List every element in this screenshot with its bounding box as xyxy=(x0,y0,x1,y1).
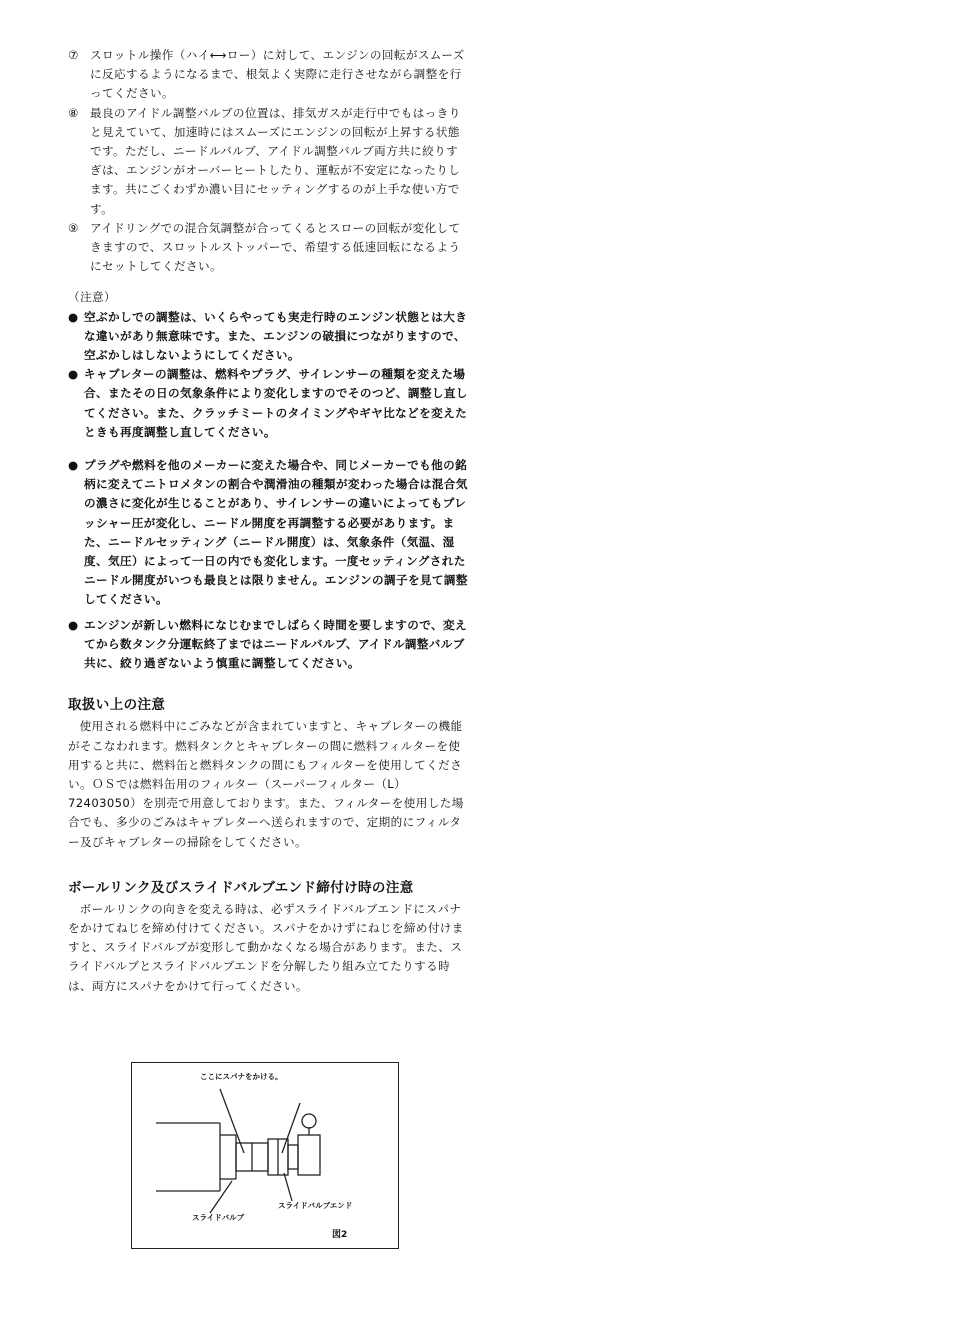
section-heading-handling: 取扱い上の注意 xyxy=(68,697,166,714)
note-bullet-1: ● 空ぶかしでの調整は、いくらやっても実走行時のエンジン状態とは大きな違いがあり無意味です。また、エンジンの破損につながりますので、空ぶかしはしないようにしてください。 xyxy=(68,308,468,366)
bullet-dot-icon: ● xyxy=(68,617,79,632)
notes-heading: （注意） xyxy=(68,290,116,305)
step-text: 最良のアイドル調整バルブの位置は、排気ガスが走行中でもはっきりと見えていて、加速時にはスムーズにエンジンの回転が上昇する状態です。ただし、ニードルバルブ、アイドル調整バルブ両方共に絞りすぎは、エンジンがオーバーヒートしたり、運転が不安定になったりします。共にごくわずか濃い目にセッティングするのが上手な使い方です。 xyxy=(90,105,461,216)
note-bullet-4: ● エンジンが新しい燃料になじむまでしばらく時間を要しますので、変えてから数タンク分運転終了まではニードルバルブ、アイドル調整バルブ共に、絞り過ぎないよう慎重に調整してください。 xyxy=(68,616,468,674)
figure-caption: 図2 xyxy=(332,1230,348,1240)
section-body-ball-link: ボールリンクの向きを変える時は、必ずスライドバルブエンドにスパナをかけてねじを締め付けてください。スパナをかけずにねじを締め付けますと、スライドバルブが変形して動かなくなる場合があります。また、スライドバルブとスライドバルブエンドを分解したり組み立てたりする時は、両方にスパナをかけて行ってください。 xyxy=(68,901,464,993)
figure-label-slide-valve-end: スライドバルブエンド xyxy=(278,1201,353,1210)
step-number: ⑦ xyxy=(68,48,79,62)
figure-2 xyxy=(131,1062,399,1249)
text-column xyxy=(68,46,468,996)
step-number: ⑨ xyxy=(68,220,79,235)
step-7 xyxy=(68,46,468,104)
step-text: スロットル操作（ハイ⟷ロー）に対して、エンジンの回転がスムーズに反応するようになるまで、根気よく実際に走行させながら調整を行ってください。 xyxy=(90,48,465,101)
step-number: ⑧ xyxy=(68,105,79,120)
bullet-dot-icon: ● xyxy=(68,367,79,382)
step-9 xyxy=(68,219,468,277)
figure-label-spanner: ここにスパナをかける。 xyxy=(200,1072,283,1081)
bullet-dot-icon: ● xyxy=(68,458,79,473)
note-bullet-3: ● プラグや燃料を他のメーカーに変えた場合や、同じメーカーでも他の銘柄に変えてニトロメタンの割合や潤滑油の種類が変わった場合は混合気の濃さに変化が生じることがあり、サイレンサーの違いによってもプレッシャー圧が変化し、ニードル開度を再調整する必要があります。また、ニードルセッティング（ニードル開度）は、気象条件（気温、湿度、気圧）によって一日の内でも変化します。一度セッティングされたニードル開度がいつも最良とは限りません。エンジンの調子を見て調整してください。 xyxy=(68,456,468,610)
section-body-handling: 使用される燃料中にごみなどが含まれていますと、キャブレターの機能がそこなわれます。燃料タンクとキャブレターの間に燃料フィルターを使用すると共に、燃料缶と燃料タンクの間にもフィルターを使用してください。ＯＳでは燃料缶用のフィルター（スーパーフィルター（L）72403050）を別売で用意しております。また、フィルターを使用した場合でも、多少のごみはキャブレターへ送られますので、定期的にフィルター及びキャブレターの掃除をしてください。 xyxy=(68,719,464,849)
section-heading-ball-link: ボールリンク及びスライドバルブエンド締付け時の注意 xyxy=(68,879,414,896)
carburetor-drawing xyxy=(132,1063,400,1250)
note-bullet-2: ● キャブレターの調整は、燃料やプラグ、サイレンサーの種類を変えた場合、またその日の気象条件により変化しますのでそのつど、調整し直してください。また、クラッチミートのタイミングやギヤ比などを変えたときも再度調整し直してください。 xyxy=(68,365,468,442)
figure-label-slide-valve: スライドバルブ xyxy=(192,1213,245,1222)
step-text: アイドリングでの混合気調整が合ってくるとスローの回転が変化してきますので、スロットルストッパーで、希望する低速回転になるようにセットしてください。 xyxy=(90,220,461,274)
step-8 xyxy=(68,104,468,219)
bullet-dot-icon: ● xyxy=(68,309,79,324)
